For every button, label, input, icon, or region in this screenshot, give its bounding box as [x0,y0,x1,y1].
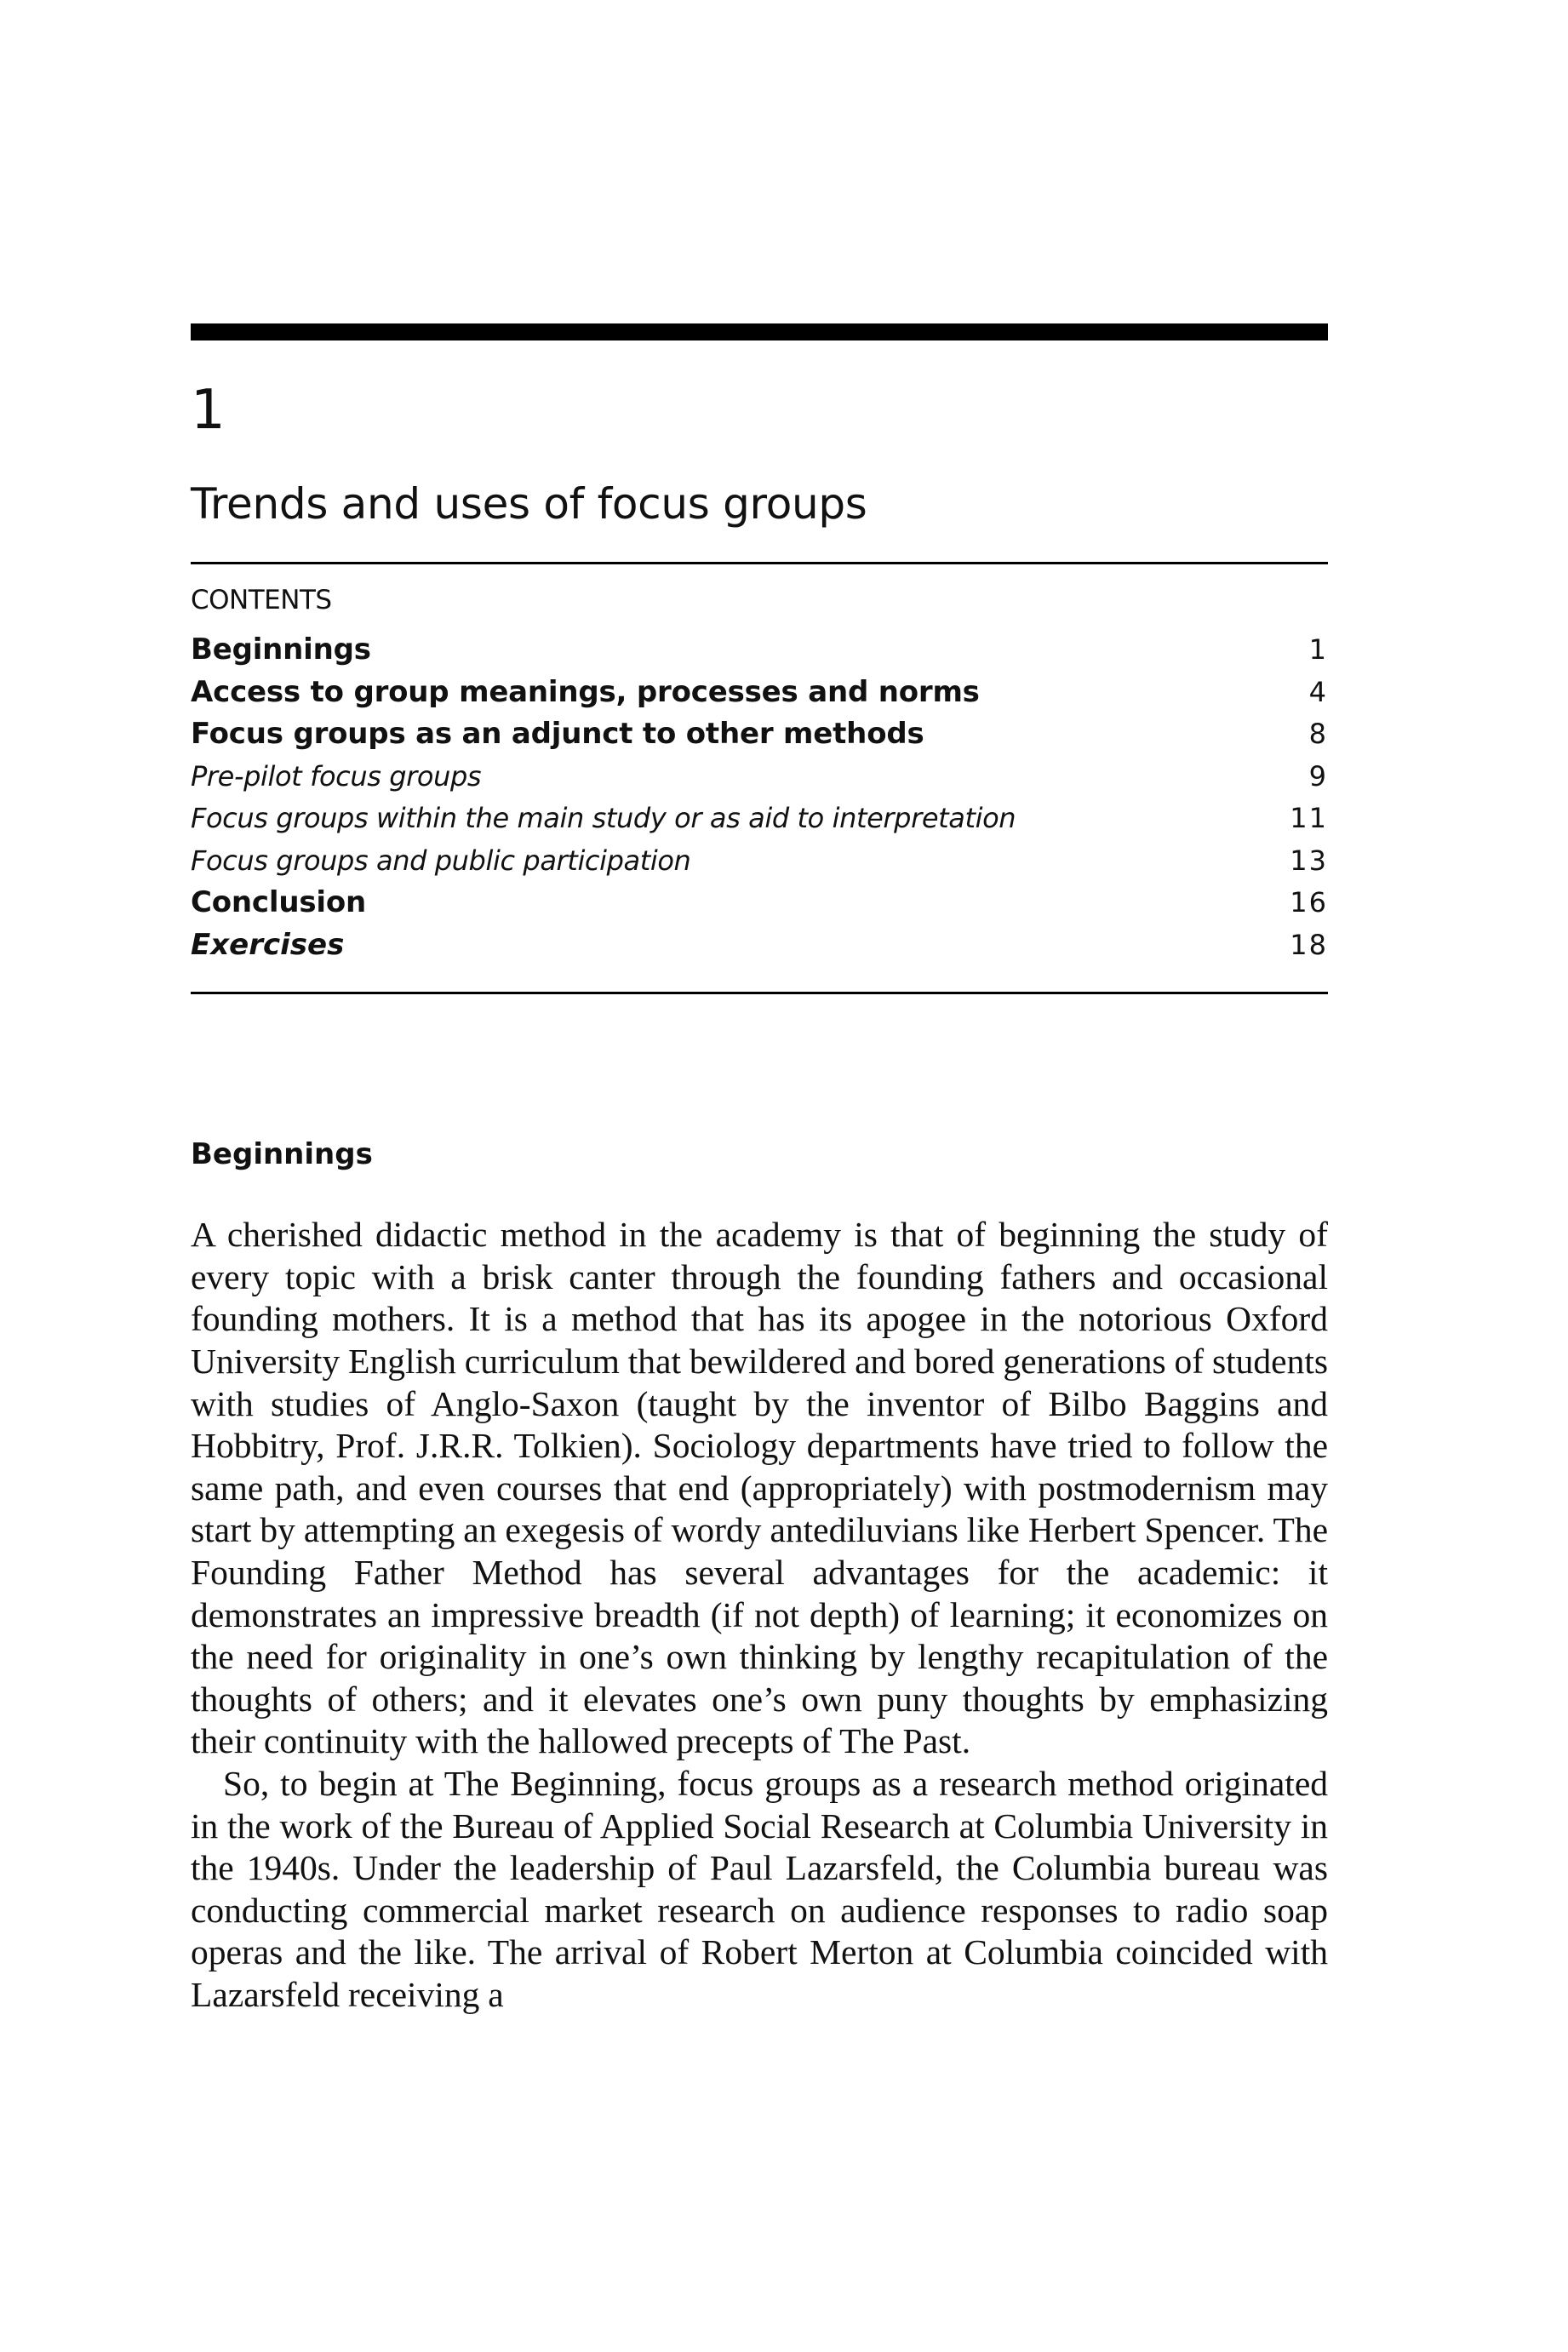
toc-entry [191,924,1328,967]
toc-entry-label: Exercises [191,927,345,962]
chapter-title: Trends and uses of focus groups [191,479,867,529]
chapter-rule [191,323,1328,340]
toc-entry [191,713,1328,756]
toc-entry-page: 16 [1290,886,1328,919]
toc-entry-page: 11 [1290,802,1328,835]
paragraph: So, to begin at The Beginning, focus groups as a research method originated in the work of the Bureau of Applied Social Research at Columbia University in the 1940s. Under the leadership of Paul Lazarsfeld, the Columbia bureau was conducting commercial market research on audience responses to radio soap operas and the like. The arrival of Robert Merton at Columbia coincided with Lazarsfeld receiving a [191,1764,1328,2014]
toc-entry-page: 4 [1308,675,1328,708]
toc-entry [191,840,1328,883]
toc-entry-label: Access to group meanings, processes and norms [191,674,980,709]
toc-entry [191,672,1328,714]
section-heading: Beginnings [191,1137,373,1172]
contents-heading: CONTENTS [191,585,332,615]
toc-entry-page: 1 [1308,633,1328,667]
chapter-number: 1 [191,379,226,442]
toc-entry-label: Focus groups and public participation [191,844,691,877]
toc-entry-page: 8 [1308,718,1328,751]
toc-entry [191,882,1328,924]
body-text [191,1214,1328,2016]
toc-entry [191,629,1328,672]
paragraph: A cherished didactic method in the academy is that of beginning the study of every topic with a brisk canter through the founding fathers and occasional founding mothers. It is a method that has its apogee in the notorious Oxford University English curriculum that bewildered and bored generations of students with studies of Anglo-Saxon (taught by the inventor of Bilbo Baggins and Hobbitry, Prof. J.R.R. Tolkien). Sociology departments have tried to follow the same path, and even courses that end (appropriately) with postmodernism may start by attempting an exegesis of wordy antediluvians like Herbert Spencer. The Founding Father Method has several advantages for the academic: it demonstrates an impressive breadth (if not depth) of learning; it economizes on the need for originality in one’s own thinking by lengthy recapitulation of the thoughts of others; and it elevates one’s own puny thoughts by emphasizing their continuity with the hallowed precepts of The Past. [191,1215,1328,1761]
toc-entry-label: Focus groups within the main study or as aid to interpretation [191,802,1016,835]
toc-entry-label: Pre-pilot focus groups [191,759,482,793]
toc-entry-label: Conclusion [191,885,366,920]
contents-box [191,564,1328,992]
toc-entry-page: 13 [1290,844,1328,877]
toc-entry-page: 9 [1308,759,1328,793]
toc-entry-label: Focus groups as an adjunct to other methods [191,717,924,752]
contents-bottom-rule [191,992,1328,994]
toc-entry [191,798,1328,840]
toc-entry-page: 18 [1290,928,1328,961]
book-page [191,323,1328,2017]
toc-entry [191,756,1328,798]
toc-entry-label: Beginnings [191,632,371,667]
